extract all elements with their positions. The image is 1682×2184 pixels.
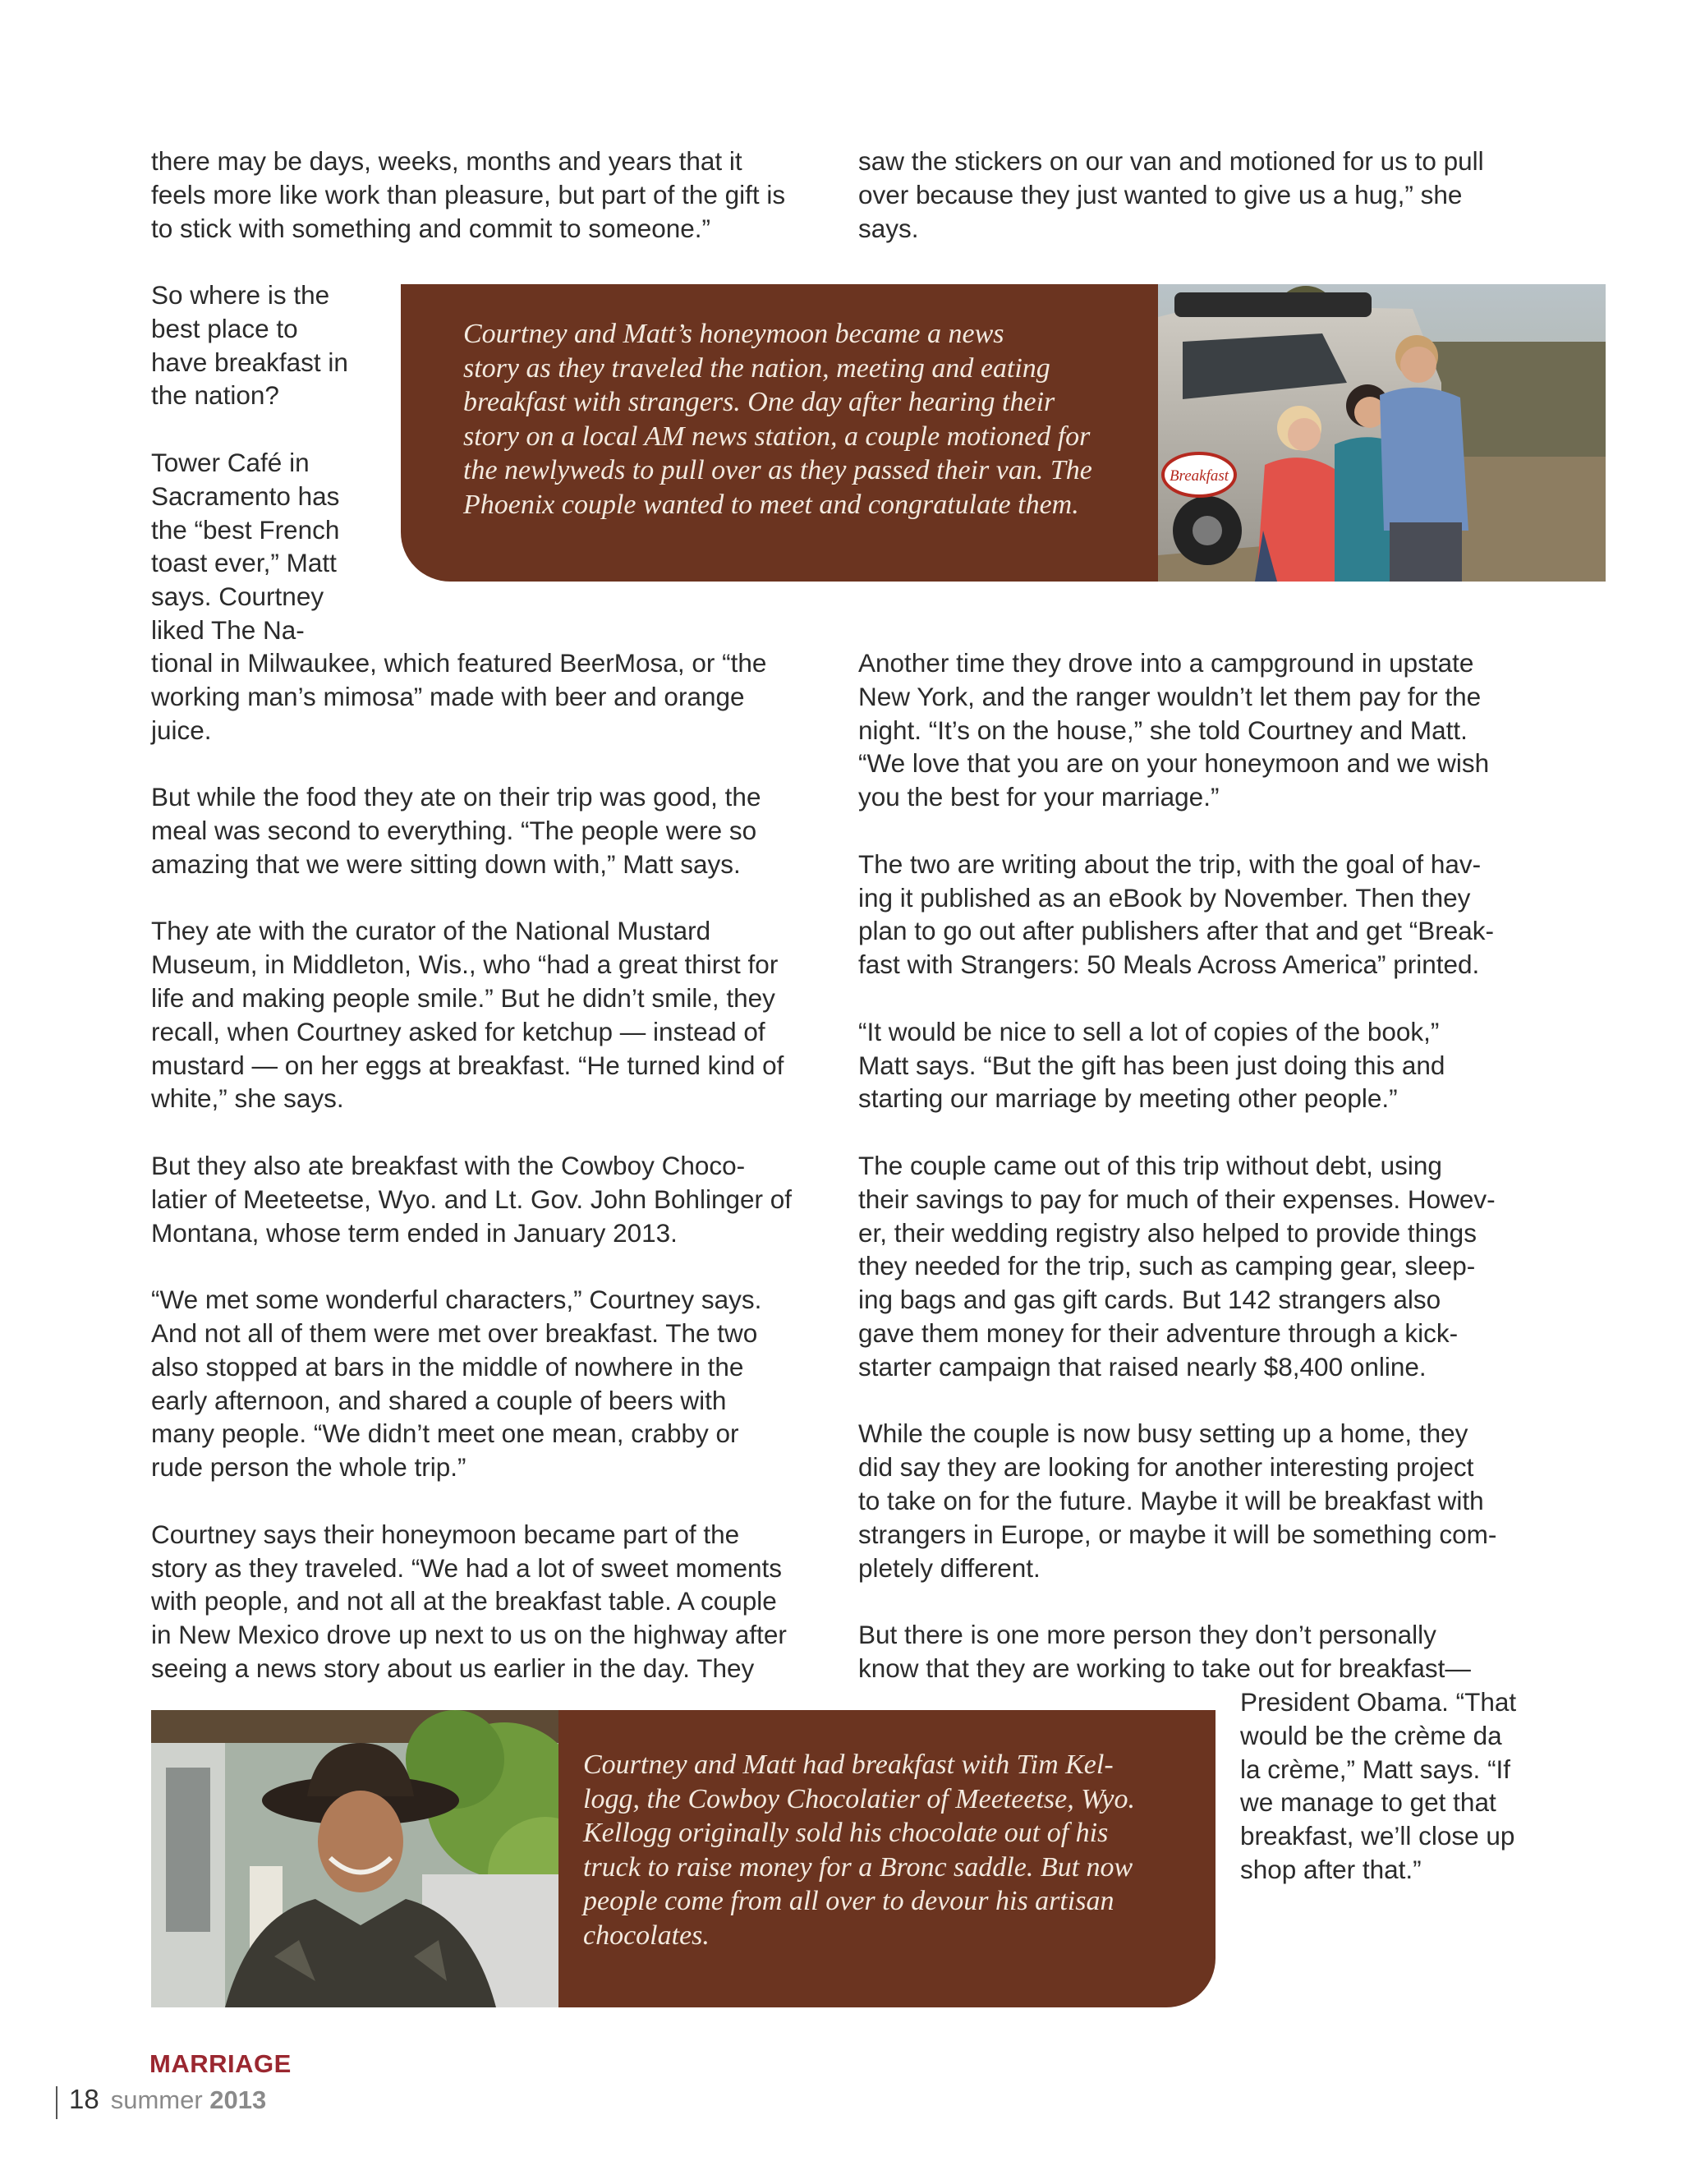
text-line: plan to go out after publishers after that and get “Break- (858, 916, 1494, 946)
text-line: early afternoon, and shared a couple of beers with (151, 1385, 727, 1415)
section-label: MARRIAGE (149, 2049, 292, 2078)
text-line: night. “It’s on the house,” she told Courtney and Matt. (858, 715, 1468, 745)
text-line: feels more like work than pleasure, but part of the gift is (151, 179, 786, 209)
text-line: Kellogg originally sold his chocolate out of his (583, 1818, 1109, 1848)
left-narrow-text (151, 278, 348, 647)
text-line: story on a local AM news station, a couple motioned for (463, 421, 1091, 452)
text-line: the “best French (151, 514, 340, 545)
text-line: But they also ate breakfast with the Cowboy Choco- (151, 1150, 746, 1180)
text-line: While the couple is now busy setting up a home, they (858, 1418, 1468, 1449)
text-line: saw the stickers on our van and motioned for us to pull (858, 146, 1484, 176)
text-line (151, 881, 792, 915)
text-line: Phoenix couple wanted to meet and congratulate them. (463, 489, 1079, 520)
text-line: meal was second to everything. “The people were so (151, 815, 757, 845)
text-line: over because they just wanted to give us a hug,” she (858, 179, 1463, 209)
text-line: tional in Milwaukee, which featured BeerMosa, or “the (151, 648, 767, 678)
text-line: Museum, in Middleton, Wis., who “had a great thirst for (151, 949, 779, 980)
text-line: the newlyweds to pull over as they passed their van. The (463, 455, 1092, 485)
text-line (858, 814, 1496, 848)
text-line: to stick with something and commit to someone.” (151, 213, 711, 243)
text-line: says. Courtney (151, 582, 324, 612)
text-line: But while the food they ate on their trip was good, the (151, 782, 761, 812)
text-line: Sacramento has (151, 480, 340, 511)
text-line: Matt says. “But the gift has been just doing this and (858, 1050, 1445, 1080)
text-line: starting our marriage by meeting other people.” (858, 1083, 1398, 1114)
page-number: 18 (69, 2084, 99, 2114)
text-line: their savings to pay for much of their expenses. Howev- (858, 1184, 1496, 1214)
text-line: there may be days, weeks, months and years that it (151, 146, 742, 176)
text-line: ing bags and gas gift cards. But 142 strangers also (858, 1285, 1441, 1315)
text-line: “We met some wonderful characters,” Courtney says. (151, 1285, 762, 1315)
text-line: many people. “We didn’t meet one mean, crabby or (151, 1418, 739, 1449)
right-body-text (858, 646, 1496, 1685)
text-line: juice. (151, 715, 212, 745)
text-line: shop after that.” (1240, 1854, 1422, 1884)
caption-bottom-text (583, 1748, 1183, 1952)
text-line: story as they traveled the nation, meeting and eating (463, 352, 1050, 384)
issue-season: summer (110, 2085, 203, 2114)
text-line: er, their wedding registry also helped to provide things (858, 1217, 1477, 1248)
text-line (151, 1115, 792, 1149)
text-line: toast ever,” Matt (151, 548, 337, 578)
footer-divider (56, 2086, 57, 2119)
text-line: life and making people smile.” But he didn’t smile, they (151, 982, 775, 1013)
text-line: seeing a news story about us earlier in the day. They (151, 1653, 755, 1683)
text-line: Courtney and Matt’s honeymoon became a news (463, 319, 1004, 349)
text-line (151, 1484, 792, 1518)
text-line: They ate with the curator of the National Mustard (151, 916, 711, 946)
text-line: The two are writing about the trip, with the goal of hav- (858, 848, 1482, 879)
text-line: strangers in Europe, or maybe it will be something com- (858, 1519, 1497, 1549)
text-line: Tower Café in (151, 447, 310, 477)
photo-couple-van (1158, 284, 1606, 582)
text-line: President Obama. “That (1240, 1687, 1517, 1717)
text-line: gave them money for their adventure through a kick- (858, 1317, 1459, 1348)
text-line: ing it published as an eBook by November. Then they (858, 882, 1471, 913)
text-line: with people, and not all at the breakfast table. A couple (151, 1586, 777, 1616)
right-tail-text (1240, 1685, 1516, 1887)
text-line: breakfast, we’ll close up (1240, 1821, 1515, 1851)
text-line (858, 982, 1496, 1015)
text-line: “We love that you are on your honeymoon and we wish (858, 748, 1490, 779)
text-line: says. (858, 213, 919, 243)
text-line: recall, when Courtney asked for ketchup — instead of (151, 1016, 765, 1046)
text-line: Courtney says their honeymoon became part of the (151, 1519, 740, 1549)
van-sticker-text: Breakfast (1169, 467, 1229, 485)
text-line (151, 1249, 792, 1283)
text-line (858, 1384, 1496, 1418)
text-line: starter campaign that raised nearly $8,400 online. (858, 1351, 1427, 1382)
text-line: latier of Meeteetse, Wyo. and Lt. Gov. John Bohlinger of (151, 1184, 793, 1214)
text-line: story as they traveled. “We had a lot of sweet moments (151, 1552, 783, 1583)
text-line: in New Mexico drove up next to us on the highway after (151, 1620, 787, 1650)
photo-cowboy-chocolatier (151, 1710, 562, 2007)
text-line: And not all of them were met over breakfast. The two (151, 1317, 758, 1348)
text-line: did say they are looking for another interesting project (858, 1452, 1474, 1483)
text-line: you the best for your marriage.” (858, 782, 1220, 812)
text-line: the nation? (151, 380, 279, 411)
text-line: la crème,” Matt says. “If (1240, 1754, 1511, 1784)
right-intro-text (858, 145, 1484, 245)
photo-couple-van-image (1158, 284, 1606, 582)
text-line: But there is one more person they don’t personally (858, 1620, 1436, 1650)
text-line: white,” she says. (151, 1083, 344, 1114)
text-line: Courtney and Matt had breakfast with Tim Kel- (583, 1749, 1114, 1780)
text-line: best place to (151, 313, 298, 343)
text-line: chocolates. (583, 1920, 710, 1951)
text-line: would be the crème da (1240, 1720, 1502, 1750)
photo-cowboy-image (151, 1710, 562, 2007)
text-line: fast with Strangers: 50 Meals Across America” printed. (858, 949, 1480, 980)
text-line: know that they are working to take out for breakfast— (858, 1653, 1471, 1683)
folio (69, 2084, 266, 2115)
text-line: people come from all over to devour his artisan (583, 1886, 1114, 1916)
text-line: rude person the whole trip.” (151, 1452, 466, 1483)
text-line: also stopped at bars in the middle of nowhere in the (151, 1351, 744, 1382)
text-line: truck to raise money for a Bronc saddle. But now (583, 1851, 1133, 1883)
left-body-text (151, 646, 792, 1685)
text-line: The couple came out of this trip without debt, using (858, 1150, 1442, 1180)
caption-top-text (439, 317, 1148, 522)
text-line: liked The Na- (151, 614, 305, 645)
text-line (858, 1115, 1496, 1149)
text-line: working man’s mimosa” made with beer and orange (151, 681, 745, 711)
text-line: “It would be nice to sell a lot of copies of the book,” (858, 1016, 1440, 1046)
caption-bottom (558, 1710, 1216, 2007)
text-line: amazing that we were sitting down with,” Matt says. (151, 848, 741, 879)
issue-year: 2013 (209, 2085, 267, 2114)
text-line: So where is the (151, 280, 330, 310)
text-line (858, 1584, 1496, 1618)
text-line: pletely different. (858, 1552, 1041, 1583)
text-line: they needed for the trip, such as camping gear, sleep- (858, 1251, 1476, 1281)
caption-top (401, 284, 1165, 582)
text-line: to take on for the future. Maybe it will be breakfast with (858, 1485, 1484, 1515)
text-line: New York, and the ranger wouldn’t let them pay for the (858, 681, 1482, 711)
text-line: Another time they drove into a campground in upstate (858, 648, 1474, 678)
left-intro-text (151, 145, 785, 245)
text-line: breakfast with strangers. One day after hearing their (463, 387, 1055, 417)
text-line: Montana, whose term ended in January 2013. (151, 1217, 678, 1248)
text-line: we manage to get that (1240, 1787, 1496, 1818)
text-line: have breakfast in (151, 347, 348, 377)
text-line (151, 747, 792, 780)
text-line: mustard — on her eggs at breakfast. “He turned kind of (151, 1050, 784, 1080)
text-line (151, 412, 348, 446)
text-line: logg, the Cowboy Chocolatier of Meeteetse, Wyo. (583, 1783, 1135, 1814)
